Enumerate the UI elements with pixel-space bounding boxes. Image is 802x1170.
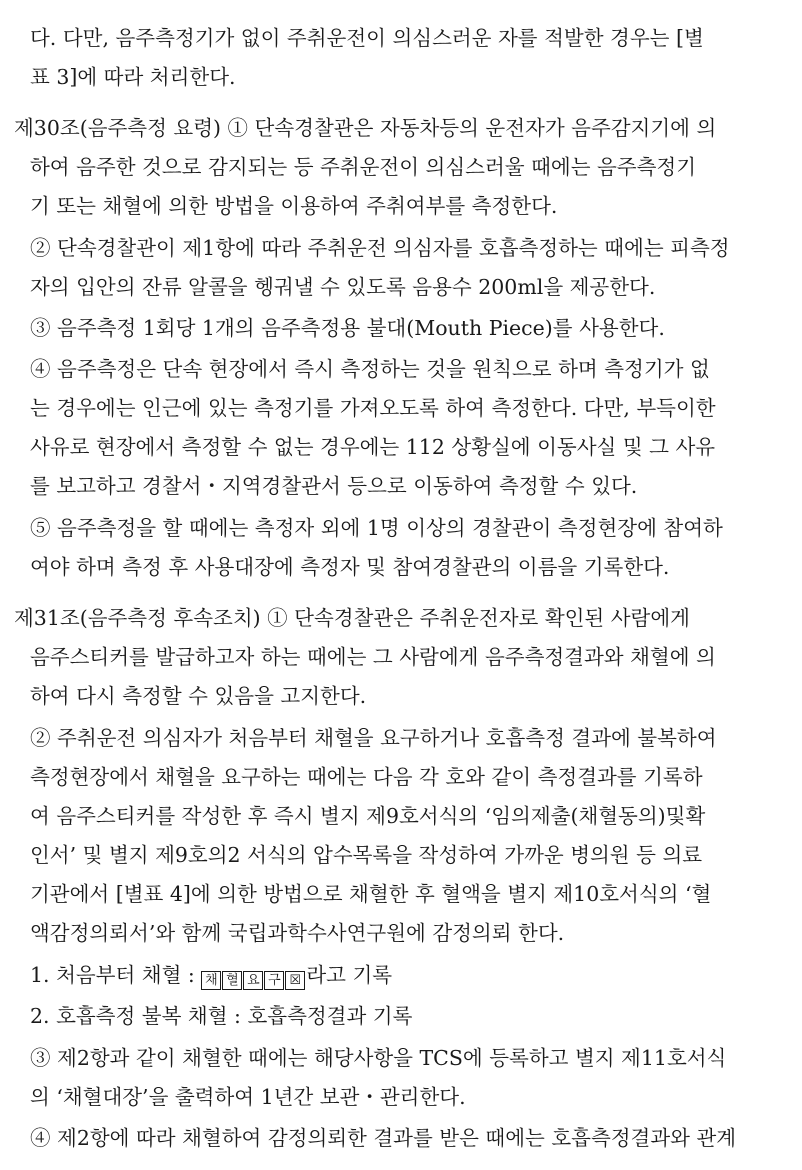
text-line: ⑤ 음주측정을 할 때에는 측정자 외에 1명 이상의 경찰관이 측정현장에 참여하 [30, 516, 723, 540]
list-item-2: 2. 호흡측정 불복 채혈 : 호흡측정결과 기록 [30, 1004, 413, 1028]
text-line: 다. 다만, 음주측정기가 없이 주취운전이 의심스러운 자를 적발한 경우는 [별 [30, 26, 704, 50]
boxed-char: 요 [243, 971, 263, 990]
text-line: ③ 음주측정 1회당 1개의 음주측정용 불대(Mouth Piece)를 사용한다. [30, 316, 665, 340]
boxed-char: 채 [201, 971, 221, 990]
text-line: 여 음주스티커를 작성한 후 즉시 별지 제9호서식의 ‘임의제출(채혈동의)및확 [30, 804, 706, 828]
text-line: 를 보고하고 경찰서・지역경찰관서 등으로 이동하여 측정할 수 있다. [30, 474, 638, 498]
text-line: 하여 다시 측정할 수 있음을 고지한다. [30, 684, 367, 708]
article-30-heading-line: 제30조(음주측정 요령) ① 단속경찰관은 자동차등의 운전자가 음주감지기에 의 [14, 116, 717, 140]
text-line: 액감정의뢰서’와 함께 국립과학수사연구원에 감정의뢰 한다. [30, 921, 565, 945]
text-line: 측정현장에서 채혈을 요구하는 때에는 다음 각 호와 같이 측정결과를 기록하 [30, 765, 703, 789]
text-line: 인서’ 및 별지 제9호의2 서식의 압수목록을 작성하여 가까운 병의원 등 의료 [30, 843, 703, 867]
text-line: 기 또는 채혈에 의한 방법을 이용하여 주취여부를 측정한다. [30, 194, 558, 218]
checked-box-icon: ☒ [285, 971, 305, 990]
text-line: ④ 제2항에 따라 채혈하여 감정의뢰한 결과를 받은 때에는 호흡측정결과와 관계 [30, 1126, 737, 1150]
text-line: 표 3]에 따라 처리한다. [30, 65, 236, 89]
text-line: 사유로 현장에서 측정할 수 없는 경우에는 112 상황실에 이동사실 및 그 사유 [30, 435, 716, 459]
text-line: 의 ‘채혈대장’을 출력하여 1년간 보관・관리한다. [30, 1085, 466, 1109]
list-item-1-prefix: 1. 처음부터 채혈 : [30, 963, 202, 987]
text-line: 자의 입안의 잔류 알콜을 헹궈낼 수 있도록 음용수 200ml을 제공한다. [30, 275, 656, 299]
boxed-char: 구 [264, 971, 284, 990]
text-line: 는 경우에는 인근에 있는 측정기를 가져오도록 하여 측정한다. 다만, 부득이한 [30, 396, 716, 420]
text-line: 여야 하며 측정 후 사용대장에 측정자 및 참여경찰관의 이름을 기록한다. [30, 555, 670, 579]
list-item-1-suffix: 라고 기록 [306, 963, 393, 987]
text-line: ③ 제2항과 같이 채혈한 때에는 해당사항을 TCS에 등록하고 별지 제11호서식 [30, 1046, 727, 1070]
list-item-1 [0, 960, 802, 990]
text-line: ④ 음주측정은 단속 현장에서 즉시 측정하는 것을 원칙으로 하며 측정기가 없 [30, 357, 710, 381]
article-31-heading-line: 제31조(음주측정 후속조치) ① 단속경찰관은 주취운전자로 확인된 사람에게 [14, 606, 690, 630]
text-line: ② 단속경찰관이 제1항에 따라 주취운전 의심자를 호흡측정하는 때에는 피측정 [30, 236, 730, 260]
text-line: 하여 음주한 것으로 감지되는 등 주취운전이 의심스러울 때에는 음주측정기 [30, 155, 697, 179]
text-line: 기관에서 [별표 4]에 의한 방법으로 채혈한 후 혈액을 별지 제10호서식의 ‘혈 [30, 882, 712, 906]
text-line: ② 주취운전 의심자가 처음부터 채혈을 요구하거나 호흡측정 결과에 불복하여 [30, 726, 717, 750]
text-line: 음주스티커를 발급하고자 하는 때에는 그 사람에게 음주측정결과와 채혈에 의 [30, 645, 716, 669]
boxed-char: 혈 [222, 971, 242, 990]
